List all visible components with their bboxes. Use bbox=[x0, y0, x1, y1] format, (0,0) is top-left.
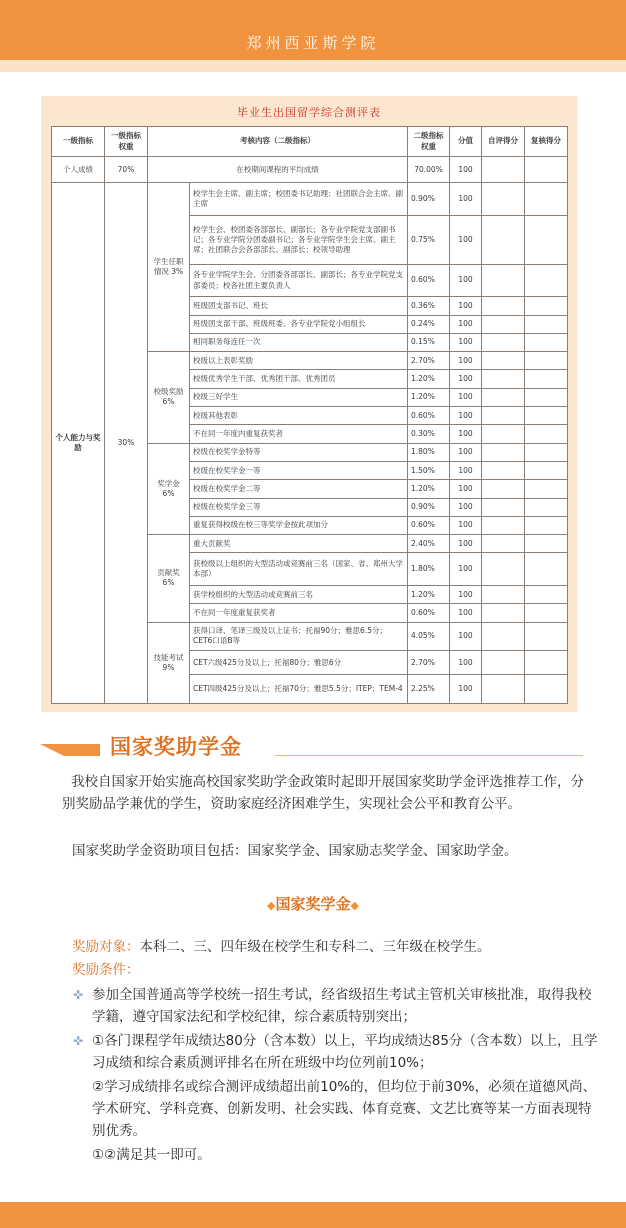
evaluation-table bbox=[51, 126, 568, 704]
self-score-cell[interactable] bbox=[482, 407, 525, 425]
self-score-cell[interactable] bbox=[482, 516, 525, 534]
content-cell: 校级三好学生 bbox=[190, 388, 408, 406]
category-cell: 贡献奖 6% bbox=[148, 535, 190, 622]
score-cell: 100 bbox=[450, 333, 482, 351]
level2-weight-cell: 0.90% bbox=[408, 183, 450, 216]
level2-weight-cell: 2.25% bbox=[408, 675, 450, 704]
school-name: 郑州西亚斯学院 bbox=[246, 34, 380, 52]
self-score-cell[interactable] bbox=[482, 622, 525, 650]
content-cell: 不在同一年度内重复获奖者 bbox=[190, 425, 408, 443]
self-score-cell[interactable] bbox=[482, 425, 525, 443]
level2-weight-cell: 1.20% bbox=[408, 388, 450, 406]
review-score-cell[interactable] bbox=[525, 461, 568, 479]
self-score-cell[interactable] bbox=[482, 315, 525, 333]
bullet-cross-icon: ✜ bbox=[73, 1034, 84, 1048]
condition-item bbox=[73, 984, 602, 1028]
self-score-cell[interactable] bbox=[482, 604, 525, 622]
score-cell: 100 bbox=[450, 498, 482, 516]
self-score-cell[interactable] bbox=[482, 651, 525, 675]
level2-weight-cell: 0.60% bbox=[408, 407, 450, 425]
category-cell: 奖学金 6% bbox=[148, 443, 190, 534]
self-score-cell[interactable] bbox=[482, 480, 525, 498]
score-cell: 100 bbox=[450, 553, 482, 586]
target-label: 奖励对象： bbox=[72, 939, 140, 955]
review-score-cell[interactable] bbox=[525, 315, 568, 333]
review-score-cell[interactable] bbox=[525, 535, 568, 553]
award-target bbox=[72, 936, 612, 958]
level2-weight-cell: 0.75% bbox=[408, 215, 450, 264]
level2-weight-cell: 2.70% bbox=[408, 651, 450, 675]
score-cell: 100 bbox=[450, 585, 482, 603]
weight-cell: 30% bbox=[105, 183, 148, 704]
evaluation-table-panel bbox=[41, 96, 577, 712]
self-score-cell[interactable] bbox=[482, 443, 525, 461]
condition-item bbox=[92, 1144, 602, 1166]
category-cell: 学生任职情况 3% bbox=[148, 183, 190, 352]
section-accent-bar bbox=[40, 744, 100, 756]
header-banner bbox=[0, 0, 626, 60]
self-score-cell[interactable] bbox=[482, 183, 525, 216]
content-cell: 校级在校奖学金特等 bbox=[190, 443, 408, 461]
score-cell: 100 bbox=[450, 604, 482, 622]
content-cell: 校级其他表彰 bbox=[190, 407, 408, 425]
target-text: 本科二、三、四年级在校学生和专科二、三年级在校学生。 bbox=[139, 939, 491, 955]
section-title: 国家奖助学金 bbox=[110, 735, 242, 759]
category-cell: 校级奖励 6% bbox=[148, 352, 190, 443]
level2-weight-cell: 0.60% bbox=[408, 604, 450, 622]
bullet-cross-icon: ✜ bbox=[73, 988, 84, 1002]
review-score-cell[interactable] bbox=[525, 388, 568, 406]
condition-text: 参加全国普通高等学校统一招生考试，经省级招生考试主管机关审核批准，取得我校学籍，遵守国家法纪和学校纪律，综合素质特别突出； bbox=[92, 987, 592, 1025]
header-cell: 考核内容（二级指标） bbox=[148, 127, 408, 157]
score-cell: 100 bbox=[450, 622, 482, 650]
self-score-cell[interactable] bbox=[482, 352, 525, 370]
level2-weight-cell: 0.60% bbox=[408, 264, 450, 297]
intro-paragraph: 我校自国家开始实施高校国家奖助学金政策时起即开展国家奖助学金评选推荐工作，分别奖励品学兼优的学生，资助家庭经济困难学生，实现社会公平和教育公平。 bbox=[62, 774, 584, 812]
review-score-cell[interactable] bbox=[525, 585, 568, 603]
level2-weight-cell: 0.36% bbox=[408, 297, 450, 315]
level2-weight-cell: 1.20% bbox=[408, 370, 450, 388]
review-score-cell[interactable] bbox=[525, 425, 568, 443]
review-score-cell[interactable] bbox=[525, 352, 568, 370]
conditions-label: 奖励条件： bbox=[72, 962, 140, 978]
content-cell: 校级优秀学生干部、优秀团干部、优秀团员 bbox=[190, 370, 408, 388]
review-score-cell[interactable] bbox=[525, 370, 568, 388]
score-cell: 100 bbox=[450, 297, 482, 315]
score-cell: 100 bbox=[450, 675, 482, 704]
condition-item bbox=[73, 1030, 602, 1074]
self-score-cell[interactable] bbox=[482, 675, 525, 704]
review-score-cell[interactable] bbox=[525, 333, 568, 351]
category-cell: 技能考试 9% bbox=[148, 622, 190, 703]
subheading-text: 国家奖学金 bbox=[275, 895, 351, 913]
content-cell: 校级以上表彰奖励 bbox=[190, 352, 408, 370]
content-cell: 校学生会、校团委各部部长、副部长；各专业学院党支部副书记；各专业学院分团委副书记；各专业学院学生会主席、副主席；社团联合会各部部长、副部长；校领导助理 bbox=[190, 215, 408, 264]
condition-text: ②学习成绩排名或综合测评成绩超出前10%的，但均位于前30%，必须在道德风尚、学术研究、学科竞赛、创新发明、社会实践、体育竞赛、文艺比赛等某一方面表现特别优秀。 bbox=[92, 1079, 597, 1139]
level2-weight-cell: 0.15% bbox=[408, 333, 450, 351]
header-cell: 一级指标 bbox=[52, 127, 105, 157]
content-cell: 校级在校奖学金二等 bbox=[190, 480, 408, 498]
review-score-cell[interactable] bbox=[525, 215, 568, 264]
level2-weight-cell: 0.60% bbox=[408, 516, 450, 534]
review-score-cell[interactable] bbox=[525, 407, 568, 425]
level2-weight-cell: 0.90% bbox=[408, 498, 450, 516]
score-cell: 100 bbox=[450, 183, 482, 216]
section-divider bbox=[275, 755, 583, 756]
content-cell: 重复获得校级在校三等奖学金按此项加分 bbox=[190, 516, 408, 534]
score-cell: 100 bbox=[450, 370, 482, 388]
diamond-icon: ◆ bbox=[350, 899, 359, 912]
footer-band bbox=[0, 1202, 626, 1228]
score-cell: 100 bbox=[450, 443, 482, 461]
review-score-cell[interactable] bbox=[525, 651, 568, 675]
score-cell: 100 bbox=[450, 215, 482, 264]
score-cell: 100 bbox=[450, 516, 482, 534]
review-score-cell[interactable] bbox=[525, 622, 568, 650]
subheading bbox=[0, 893, 626, 914]
self-score-cell[interactable] bbox=[482, 297, 525, 315]
score-cell: 100 bbox=[450, 461, 482, 479]
level2-weight-cell: 2.40% bbox=[408, 535, 450, 553]
level2-weight-cell: 4.05% bbox=[408, 622, 450, 650]
score-cell: 100 bbox=[450, 425, 482, 443]
table-title: 毕业生出国留学综合测评表 bbox=[237, 106, 381, 119]
condition-item bbox=[92, 1076, 602, 1142]
diamond-icon: ◆ bbox=[267, 899, 276, 912]
weight-cell: 70% bbox=[105, 157, 148, 183]
score-cell: 100 bbox=[450, 388, 482, 406]
review-score-cell[interactable] bbox=[525, 516, 568, 534]
level2-weight-cell: 2.70% bbox=[408, 352, 450, 370]
level2-weight-cell: 0.24% bbox=[408, 315, 450, 333]
score-cell: 100 bbox=[450, 315, 482, 333]
score-cell: 100 bbox=[450, 535, 482, 553]
self-score-cell[interactable] bbox=[482, 461, 525, 479]
header-band bbox=[0, 60, 626, 72]
content-cell: 各专业学院学生会、分团委各部部长、副部长；各专业学院党支部委员；校各社团主要负责人 bbox=[190, 264, 408, 297]
content-cell: 获学校组织的大型活动或竞赛前三名 bbox=[190, 585, 408, 603]
self-score-cell[interactable] bbox=[482, 264, 525, 297]
content-cell: 获得口译、笔译三级及以上证书；托福90分；雅思6.5分；CET6口语B等 bbox=[190, 622, 408, 650]
self-score-cell[interactable] bbox=[482, 157, 525, 183]
header-cell: 自评得分 bbox=[482, 127, 525, 157]
review-score-cell[interactable] bbox=[525, 183, 568, 216]
content-cell: 校级在校奖学金三等 bbox=[190, 498, 408, 516]
condition-text: ①各门课程学年成绩达80分（含本数）以上，平均成绩达85分（含本数）以上，且学习成绩和综合素质测评排名在所在班级中均位列前10%； bbox=[92, 1033, 598, 1071]
content-cell: 班级团支部书记、班长 bbox=[190, 297, 408, 315]
content-cell: 校级在校奖学金一等 bbox=[190, 461, 408, 479]
level2-weight-cell: 1.50% bbox=[408, 461, 450, 479]
self-score-cell[interactable] bbox=[482, 215, 525, 264]
table-header-row bbox=[52, 127, 568, 157]
self-score-cell[interactable] bbox=[482, 388, 525, 406]
self-score-cell[interactable] bbox=[482, 498, 525, 516]
content-cell: 校学生会主席、副主席；校团委书记助理；社团联合会主席、副主席 bbox=[190, 183, 408, 216]
review-score-cell[interactable] bbox=[525, 553, 568, 586]
level2-weight-cell: 1.80% bbox=[408, 443, 450, 461]
level1-cell: 个人能力与奖励 bbox=[52, 183, 105, 704]
level2-weight-cell: 70.00% bbox=[408, 157, 450, 183]
review-score-cell[interactable] bbox=[525, 443, 568, 461]
level1-cell: 个人成绩 bbox=[52, 157, 105, 183]
review-score-cell[interactable] bbox=[525, 498, 568, 516]
content-cell: 班级团支部干部、班级班委、各专业学院党小组组长 bbox=[190, 315, 408, 333]
self-score-cell[interactable] bbox=[482, 535, 525, 553]
self-score-cell[interactable] bbox=[482, 553, 525, 586]
score-cell: 100 bbox=[450, 651, 482, 675]
review-score-cell[interactable] bbox=[525, 264, 568, 297]
self-score-cell[interactable] bbox=[482, 370, 525, 388]
condition-text: ①②满足其一即可。 bbox=[92, 1147, 211, 1163]
content-cell: 重大贡献奖 bbox=[190, 535, 408, 553]
header-cell: 二级指标权重 bbox=[408, 127, 450, 157]
content-cell: CET四级425分及以上；托福70分；雅思5.5分；ITEP；TEM-4 bbox=[190, 675, 408, 704]
review-score-cell[interactable] bbox=[525, 297, 568, 315]
review-score-cell[interactable] bbox=[525, 480, 568, 498]
level2-weight-cell: 1.80% bbox=[408, 553, 450, 586]
score-cell: 100 bbox=[450, 157, 482, 183]
content-cell: 不在同一年度重复获奖者 bbox=[190, 604, 408, 622]
score-cell: 100 bbox=[450, 480, 482, 498]
content-cell: 在校期间课程的平均成绩 bbox=[148, 157, 408, 183]
level2-weight-cell: 0.30% bbox=[408, 425, 450, 443]
content-cell: 相同职务每连任一次 bbox=[190, 333, 408, 351]
header-cell: 复核得分 bbox=[525, 127, 568, 157]
table-row bbox=[52, 157, 568, 183]
intro-paragraph-2: 国家奖助学金资助项目包括：国家奖学金、国家励志奖学金、国家助学金。 bbox=[72, 843, 518, 859]
table-row bbox=[52, 183, 568, 216]
score-cell: 100 bbox=[450, 407, 482, 425]
content-cell: CET六级425分及以上；托福80分；雅思6分 bbox=[190, 651, 408, 675]
content-cell: 获校级以上组织的大型活动或竞赛前三名（国家、省、郑州大学本部） bbox=[190, 553, 408, 586]
review-score-cell[interactable] bbox=[525, 157, 568, 183]
score-cell: 100 bbox=[450, 352, 482, 370]
self-score-cell[interactable] bbox=[482, 585, 525, 603]
header-cell: 分值 bbox=[450, 127, 482, 157]
review-score-cell[interactable] bbox=[525, 675, 568, 704]
header-cell: 一级指标权重 bbox=[105, 127, 148, 157]
score-cell: 100 bbox=[450, 264, 482, 297]
level2-weight-cell: 1.20% bbox=[408, 480, 450, 498]
self-score-cell[interactable] bbox=[482, 333, 525, 351]
level2-weight-cell: 1.20% bbox=[408, 585, 450, 603]
review-score-cell[interactable] bbox=[525, 604, 568, 622]
